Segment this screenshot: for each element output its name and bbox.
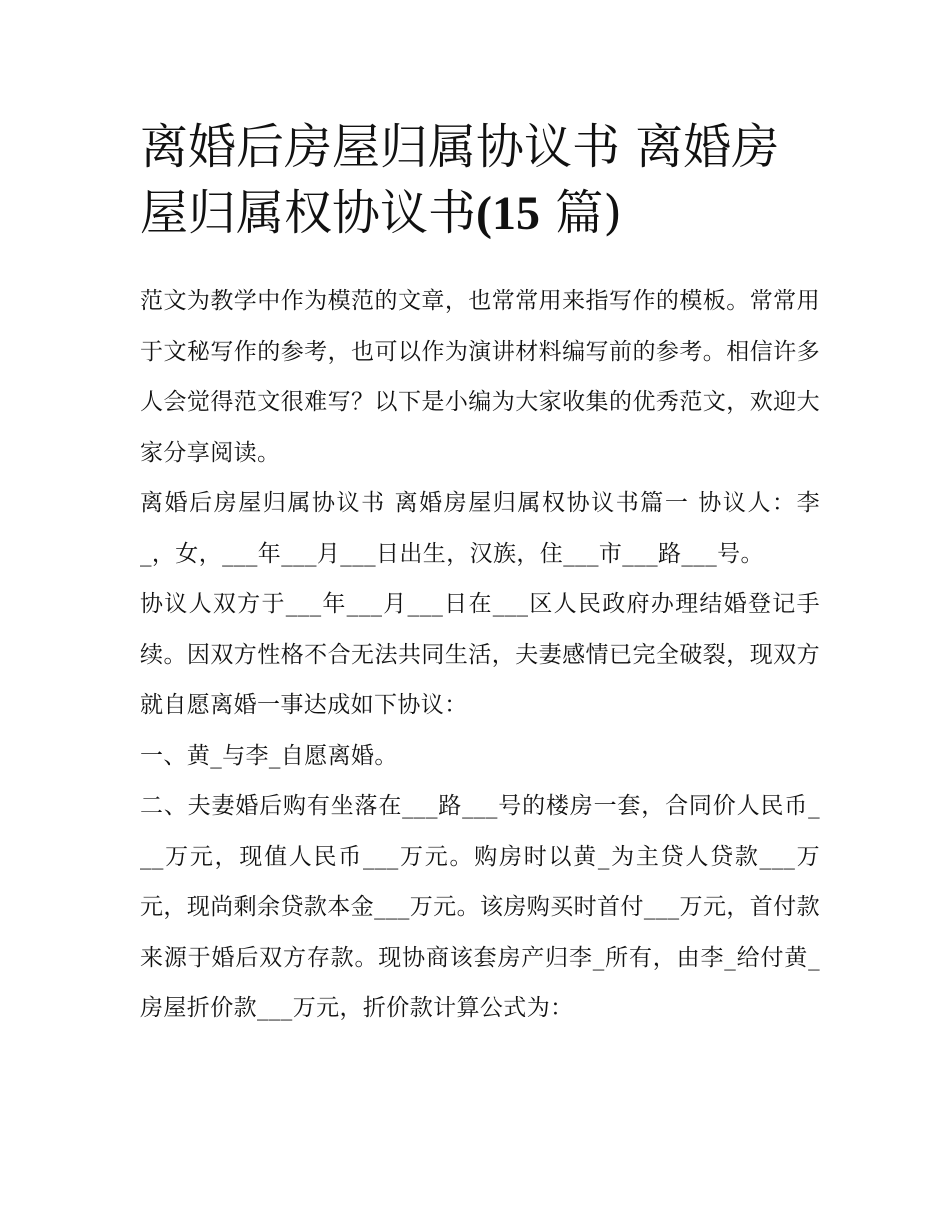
document-body xyxy=(140,276,820,1034)
title-main-text: 离婚后房屋归属协议书 离婚房屋归属权协议书 xyxy=(140,119,780,241)
document-title xyxy=(140,114,820,247)
marriage-paragraph: 协议人双方于___年___月___日在___区人民政府办理结婚登记手续。因双方性格不合无法共同生活，夫妻感情已完全破裂，现双方就自愿离婚一事达成如下协议： xyxy=(140,591,820,718)
parties-paragraph: 离婚后房屋归属协议书 离婚房屋归属权协议书篇一 协议人：李_，女，___年___月___日出生，汉族，住___市___路___号。 xyxy=(140,490,820,567)
intro-paragraph: 范文为教学中作为模范的文章，也常常用来指写作的模板。常常用于文秘写作的参考，也可以作为演讲材料编写前的参考。相信许多人会觉得范文很难写？以下是小编为大家收集的优秀范文，欢迎大家分享阅读。 xyxy=(140,288,820,466)
title-tail-text: 篇) xyxy=(540,185,622,241)
clause-one-paragraph: 一、黄_与李_自愿离婚。 xyxy=(140,742,398,769)
title-count: (15 xyxy=(476,187,540,240)
clause-two-paragraph: 二、夫妻婚后购有坐落在___路___号的楼房一套，合同价人民币___万元，现值人民币___万元。购房时以黄_为主贷人贷款___万元，现尚剩余贷款本金___万元。该房购买时首付___万元，首付款来源于婚后双方存款。现协商该套房产归李_所有，由李_给付黄_房屋折价款___万元，折价款计算公式为： xyxy=(140,793,820,1021)
